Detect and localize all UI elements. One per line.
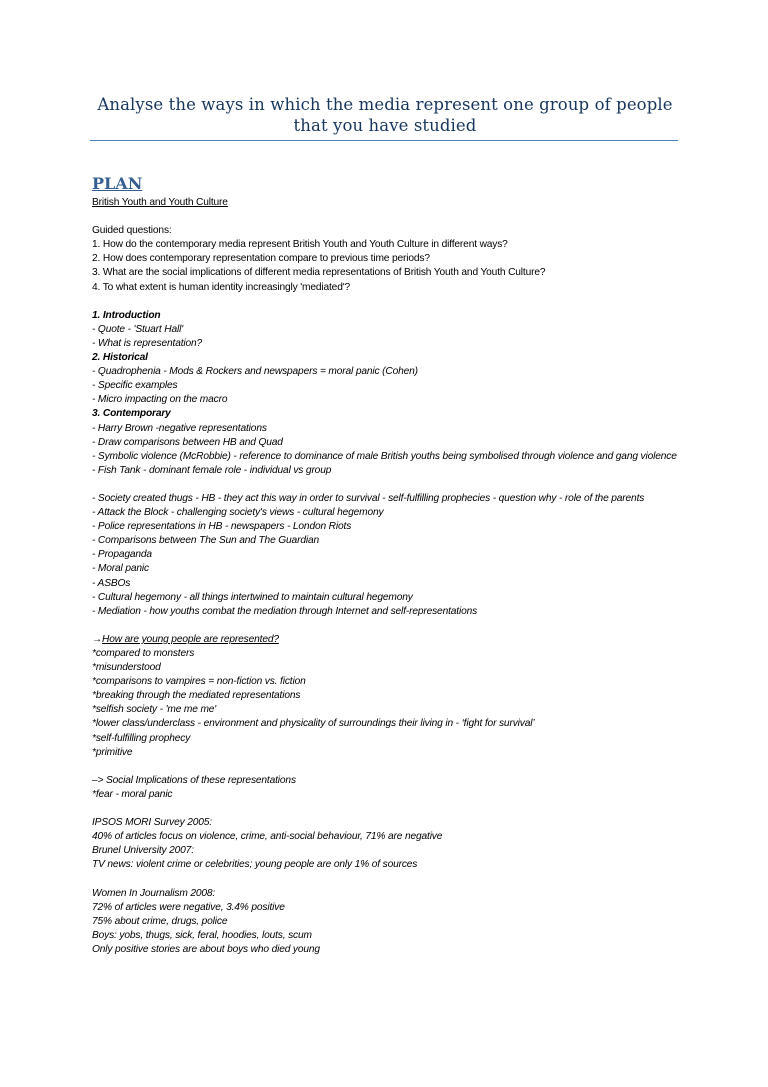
young-people-heading-text: How are young people are represented? [102,633,279,645]
list-item: - Draw comparisons between HB and Quad [92,436,283,448]
survey-line: TV news: violent crime or celebrities; young people are only 1% of sources [92,859,418,871]
survey-line: 75% about crime, drugs, police [92,915,228,927]
spacer [92,478,682,492]
survey-line: 72% of articles were negative, 3.4% positive [92,901,285,913]
guided-label: Guided questions: [92,225,172,237]
list-item: - Comparisons between The Sun and The Guardian [92,535,319,547]
spacer [92,619,682,633]
survey-line: IPSOS MORI Survey 2005: [92,817,212,829]
list-item: - Moral panic [92,563,149,575]
list-item: - Micro impacting on the macro [92,394,228,406]
list-item: - ASBOs [92,577,131,589]
list-item: - What is representation? [92,337,203,349]
list-item: *selfish society - 'me me me' [92,704,217,716]
spacer [92,802,682,816]
list-item: *compared to monsters [92,648,195,659]
survey-line: Boys: yobs, thugs, sick, feral, hoodies, louts, scum [92,929,312,941]
list-item: - Propaganda [92,549,152,561]
list-item: - Society created thugs - HB - they act this way in order to survival - self-fulfilling prophecies - question why - role of the parents [92,492,645,504]
list-item: - Police representations in HB - newspapers - London Riots [92,521,352,533]
section-heading-contemporary: 3. Contemporary [92,408,171,420]
arrow-right-icon: → [92,633,103,645]
list-item: - Specific examples [92,380,178,392]
list-item: - Quadrophenia - Mods & Rockers and newspapers = moral panic (Cohen) [92,366,418,378]
question-3: 3. What are the social implications of different media representations of British Youth and Youth Culture? [92,267,546,279]
list-item: *primitive [92,746,133,758]
survey-line: Women In Journalism 2008: [92,887,216,899]
survey-line: Only positive stories are about boys who died young [92,943,320,955]
list-item: - Attack the Block - challenging society's views - cultural hegemony [92,507,384,519]
question-2: 2. How does contemporary representation compare to previous time periods? [92,253,430,265]
spacer [92,760,682,774]
survey-line: Brunel University 2007: [92,845,194,857]
young-people-heading [92,633,682,647]
list-item: *comparisons to vampires = non-fiction vs. fiction [92,676,306,688]
spacer [92,210,682,224]
list-item: - Symbolic violence (McRobbie) - reference to dominance of male British youths being symbolised through violence and gang violence [92,450,677,462]
list-item: - Cultural hegemony - all things intertwined to maintain cultural hegemony [92,591,413,603]
document-title: Analyse the ways in which the media represent one group of people that you have studied [97,95,673,135]
title-divider [90,140,678,141]
section-heading-introduction: 1. Introduction [92,309,161,321]
list-item: *fear - moral panic [92,788,173,800]
list-item: *misunderstood [92,662,161,674]
spacer [92,873,682,887]
document-body [92,196,682,957]
list-item: - Quote - 'Stuart Hall' [92,323,184,335]
spacer [92,295,682,309]
list-item: *self-fulfilling prophecy [92,732,191,744]
list-item: *breaking through the mediated representations [92,690,301,702]
topic-heading: British Youth and Youth Culture [92,197,228,208]
section-heading-historical: 2. Historical [92,352,148,364]
list-item: - Fish Tank - dominant female role - individual vs group [92,464,332,476]
plan-heading: PLAN [92,174,143,193]
question-1: 1. How do the contemporary media represent British Youth and Youth Culture in different ways? [92,239,508,251]
social-implications-heading: –> Social Implications of these representations [92,774,296,786]
survey-line: 40% of articles focus on violence, crime, anti-social behaviour, 71% are negative [92,831,443,843]
question-4: 4. To what extent is human identity increasingly 'mediated'? [92,281,351,293]
list-item: - Mediation - how youths combat the mediation through Internet and self-representations [92,605,478,617]
list-item: - Harry Brown -negative representations [92,422,267,434]
list-item: *lower class/underclass - environment and physicality of surroundings their living in - ‘fight for survival’ [92,718,535,730]
